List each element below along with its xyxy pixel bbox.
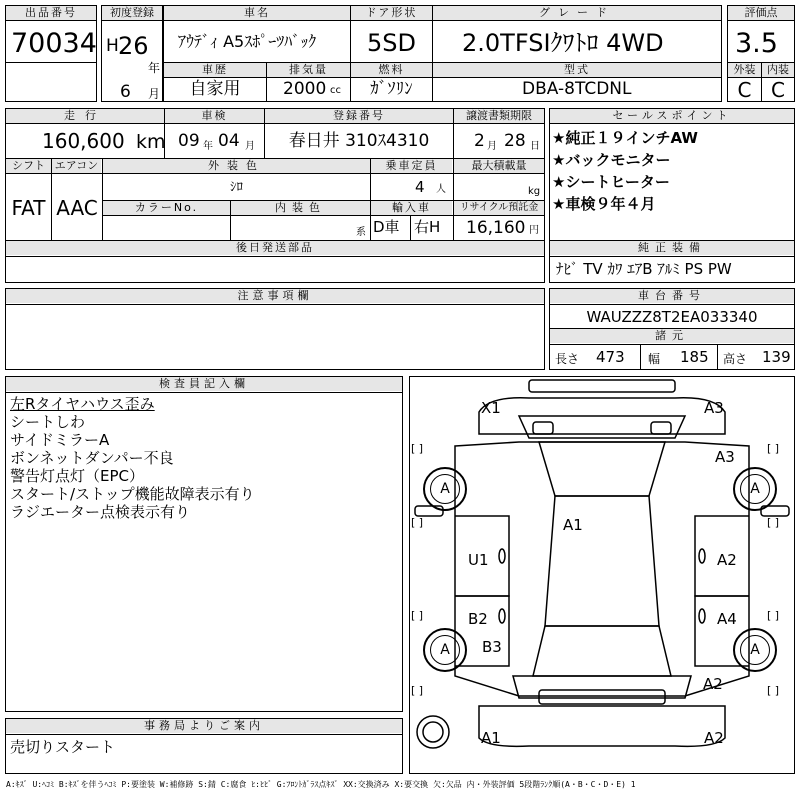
lot-number: 70034 [11, 28, 97, 59]
damage-mark: B2 [468, 610, 488, 628]
displacement-label: 排気量 [267, 63, 350, 77]
damage-mark: A3 [715, 448, 735, 466]
plate-value: 春日井 310ｽ4310 [288, 131, 430, 151]
displacement-unit: cc [330, 85, 341, 96]
import-value-1: D車 [373, 218, 400, 236]
tire-front-right: A [733, 467, 777, 511]
rear-bumper [479, 706, 725, 746]
lot-label: 出品番号 [6, 6, 96, 20]
damage-mark: U1 [468, 551, 489, 569]
import-label: 輸入車 [371, 201, 452, 215]
door-type: 5SD [367, 29, 416, 57]
grade-label: グレード [433, 6, 721, 20]
interior-color-suffix: 系 [356, 227, 366, 238]
model-value: DBA-8TCDNL [522, 79, 632, 99]
tire-rear-left: A [423, 628, 467, 672]
legend: A:ｷｽﾞ U:ﾍｺﾐ B:ｷｽﾞを伴うﾍｺﾐ P:要塗装 W:補修跡 S:錆 C:腐食 ﾋ:ﾋﾋﾞ G:ﾌﾛﾝﾄｶﾞﾗｽ点ｷｽﾞ XX:交換済み X:要交換 欠:欠品 内・外装評価 5段階ﾗﾝｸ順(A・B・C・D・E) 1 [6, 780, 636, 789]
damage-mark: X1 [481, 399, 501, 417]
capacity-value: 4 [415, 178, 425, 196]
damage-mark: A2 [703, 675, 723, 693]
office-value: 売切りスタート [10, 738, 116, 756]
equipment-value: ﾅﾋﾞ TV ｶﾜ ｴｱB ｱﾙﾐ PS PW [556, 260, 732, 278]
glass-bracket: [ ] [767, 609, 780, 622]
shift-label: シフト [6, 159, 51, 173]
inspector-line: 左Rタイヤハウス歪み [10, 395, 155, 413]
recycle-value: 16,160 [466, 218, 526, 238]
glass-bracket: [ ] [767, 442, 780, 455]
capacity-unit: 人 [436, 184, 446, 195]
plate-label: 登録番号 [265, 109, 453, 123]
mileage-value: 160,600 [42, 129, 125, 153]
sales-points-label: セールスポイント [550, 109, 794, 123]
damage-mark: A1 [481, 729, 501, 747]
later-parts-label: 後日発送部品 [6, 241, 544, 255]
damage-mark: A3 [704, 399, 724, 417]
fuel-value: ｶﾞｿﾘﾝ [370, 79, 413, 99]
equipment-label: 純正装備 [550, 241, 794, 255]
car-diagram [409, 376, 795, 774]
aircon-label: エアコン [52, 159, 101, 173]
glass-bracket: [ ] [411, 684, 424, 697]
color-no-label: カラーNo. [103, 201, 230, 215]
score-value: 3.5 [735, 28, 778, 59]
glass-bracket: [ ] [767, 516, 780, 529]
tire-rear-right: A [733, 628, 777, 672]
history-value: 自家用 [189, 79, 241, 99]
body [455, 442, 749, 696]
transfer-month-unit: 月 [487, 141, 497, 152]
recycle-unit: 円 [529, 225, 539, 236]
sales-point-item: ★バックモニター [552, 151, 671, 169]
first-reg-year: 26 [118, 32, 149, 60]
damage-mark: A4 [717, 610, 737, 628]
glass-bracket: [ ] [411, 442, 424, 455]
inspector-line: シートしわ [10, 413, 86, 431]
sales-point-item: ★シートヒーター [552, 173, 670, 191]
inspector-line: 警告灯点灯（EPC） [10, 467, 144, 485]
damage-mark: A1 [563, 516, 583, 534]
first-reg-era: H [106, 36, 119, 56]
tire-front-left: A [423, 467, 467, 511]
import-value-2: 右H [414, 218, 441, 236]
width-label: 幅 [648, 352, 661, 366]
damage-mark: B3 [482, 638, 502, 656]
car-name-label: 車名 [164, 6, 350, 20]
front-bumper [529, 380, 675, 392]
int-score: C [771, 78, 785, 102]
sales-point-item: ★純正１９インチAW [552, 129, 698, 147]
interior-color-label: 内装色 [231, 201, 370, 215]
max-load-label: 最大積載量 [454, 159, 544, 173]
rear-window [533, 626, 671, 676]
transfer-month: 2 [474, 131, 485, 151]
ext-score: C [737, 78, 752, 102]
ext-label: 外装 [728, 63, 761, 77]
width-value: 185 [680, 348, 709, 366]
inspection-year: 09 [178, 131, 200, 151]
recycle-label: リサイクル預託金 [454, 201, 544, 215]
inspector-line: ボンネットダンパー不良 [10, 449, 174, 467]
aircon-value: AAC [56, 196, 98, 220]
inspector-line: サイドミラーA [10, 431, 110, 449]
length-value: 473 [596, 348, 625, 366]
history-label: 車歴 [164, 63, 266, 77]
first-reg-month: 6 [120, 82, 131, 102]
glass-bracket: [ ] [767, 684, 780, 697]
dimensions-label: 諸元 [550, 329, 794, 343]
office-label: 事務局よりご案内 [6, 719, 402, 733]
glass-bracket: [ ] [411, 609, 424, 622]
shift-value: FAT [11, 196, 46, 220]
mileage-unit: km [136, 131, 166, 153]
inspection-label: 車検 [165, 109, 264, 123]
windshield [539, 442, 665, 496]
chassis-label: 車台番号 [550, 289, 794, 303]
first-reg-year-unit: 年 [148, 61, 161, 75]
mileage-label: 走行 [6, 109, 164, 123]
int-label: 内装 [762, 63, 794, 77]
first-reg-month-unit: 月 [148, 87, 161, 101]
displacement-value: 2000 [283, 79, 327, 99]
exterior-color-label: 外装色 [103, 159, 370, 173]
inspection-year-unit: 年 [203, 141, 213, 152]
door-label: ドア形状 [351, 6, 432, 20]
model-label: 型式 [433, 63, 721, 77]
damage-mark: A2 [704, 729, 724, 747]
car-name: ｱｳﾃﾞｨ A5ｽﾎﾟｰﾂﾊﾞｯｸ [178, 32, 317, 51]
trunk [539, 690, 665, 704]
capacity-label: 乗車定員 [371, 159, 452, 173]
first-reg-label: 初度登録 [102, 6, 162, 20]
fuel-label: 燃料 [351, 63, 432, 77]
grade-value: 2.0TFSIｸﾜﾄﾛ 4WD [462, 29, 664, 57]
transfer-label: 譲渡書類期限 [454, 109, 544, 123]
inspector-line: ラジエーター点検表示有り [10, 503, 191, 521]
chassis-value: WAUZZZ8T2EA033340 [586, 308, 758, 326]
inspection-month: 04 [218, 131, 240, 151]
exterior-color-value: ｼﾛ [230, 180, 243, 195]
inspector-label: 検査員記入欄 [6, 377, 402, 391]
transfer-day-unit: 日 [530, 141, 540, 152]
max-load-unit: kg [528, 186, 541, 197]
inspector-line: スタート/ストップ機能故障表示有り [10, 485, 255, 503]
notes-label: 注意事項欄 [6, 289, 544, 303]
length-label: 長さ [555, 352, 580, 366]
glass-bracket: [ ] [411, 516, 424, 529]
inspection-month-unit: 月 [245, 141, 255, 152]
transfer-day: 28 [504, 131, 526, 151]
height-value: 139 [762, 348, 791, 366]
sales-point-item: ★車検９年４月 [552, 195, 656, 213]
height-label: 高さ [723, 352, 748, 366]
damage-mark: A2 [717, 551, 737, 569]
score-label: 評価点 [728, 6, 794, 20]
